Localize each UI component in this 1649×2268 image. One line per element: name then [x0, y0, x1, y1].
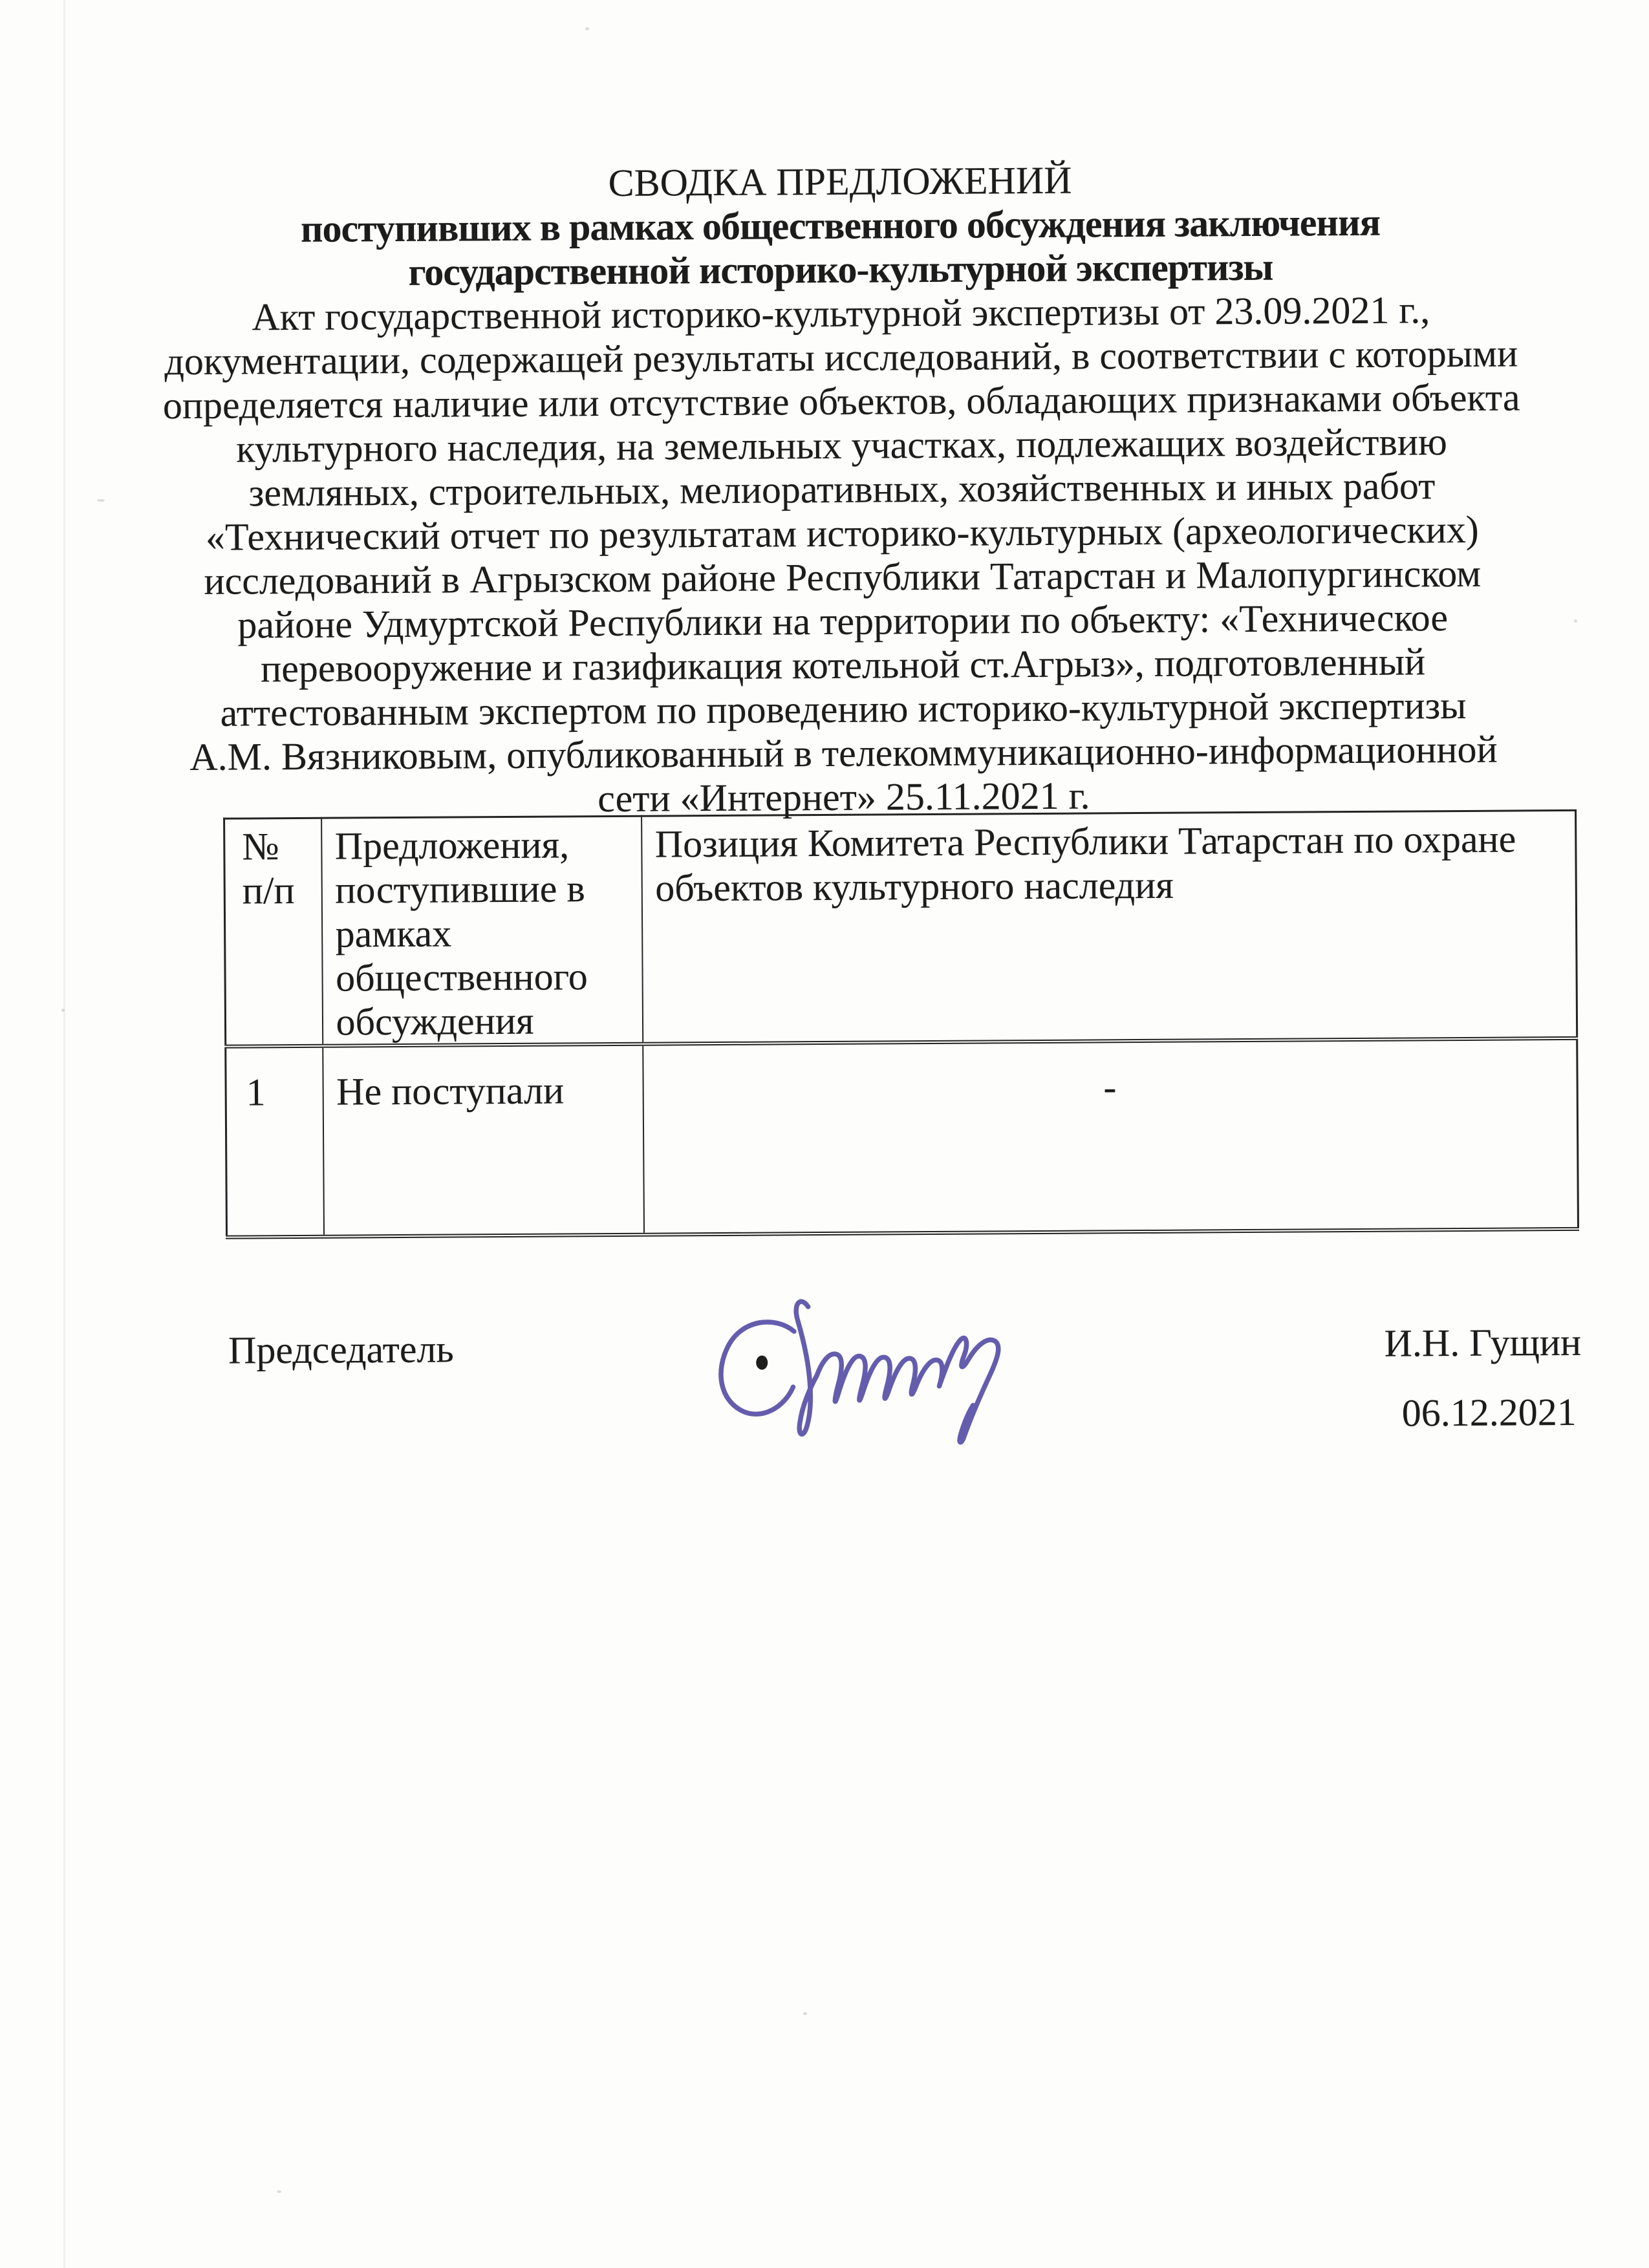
table-header-row — [224, 810, 1577, 1046]
document-body-line: сети «Интернет» 25.11.2021 г. — [598, 774, 1090, 820]
document-body-line: А.М. Вязниковым, опубликованный в телекоммуникационно-информационной — [189, 727, 1498, 778]
cell-proposals-value: Не поступали — [323, 1044, 644, 1237]
header-cell-position: Позиция Комитета Республики Татарстан по охране объектов культурного наследия — [641, 810, 1577, 1043]
document-title: СВОДКА ПРЕДЛОЖЕНИЙ — [608, 158, 1072, 205]
signature-date: 06.12.2021 — [1401, 1390, 1577, 1435]
document-body-line: культурного наследия, на земельных участках, подлежащих воздействию — [236, 420, 1447, 471]
header-cell-proposals: Предложения, поступившие в рамках общественного обсуждения — [321, 816, 643, 1046]
document-body-line: исследований в Агрызском районе Республики Татарстан и Малопургинском — [204, 551, 1482, 603]
table-row — [226, 1038, 1579, 1237]
proposals-table — [223, 809, 1579, 1239]
document-subtitle-line-1: поступивших в рамках общественного обсуждения заключения — [300, 200, 1381, 250]
document-body-line: районе Удмуртской Республики на территории по объекту: «Техническое — [237, 596, 1449, 647]
cell-position-value: - — [643, 1038, 1579, 1235]
scan-speck — [277, 2190, 281, 2193]
scan-speck — [803, 2012, 807, 2015]
document-text-block — [105, 0, 1578, 824]
ink-dot — [756, 1356, 768, 1370]
signer-name: И.Н. Гущин — [1384, 1320, 1582, 1365]
document-subtitle-line-2: государственной историко-культурной экспертизы — [408, 245, 1273, 294]
document-body-line: аттестованным экспертом по проведению историко-культурной экспертизы — [220, 683, 1467, 734]
document-body-line: Акт государственной историко-культурной экспертизы от 23.09.2021 г., — [252, 288, 1430, 339]
chairman-label: Председатель — [228, 1327, 454, 1372]
header-cell-number: № п/п — [224, 818, 323, 1046]
document-body-line: перевооружение и газификация котельной ст.Агрыз», подготовленный — [260, 640, 1426, 690]
signature-stroke — [720, 1300, 998, 1444]
document-body-line: документации, содержащей результаты исследований, в соответствии с которыми — [164, 332, 1518, 383]
document-body-line: определяется наличие или отсутствие объектов, обладающих признаками объекта — [162, 376, 1520, 427]
cell-row-number: 1 — [226, 1046, 324, 1237]
signature-ink — [711, 1289, 1023, 1462]
document-body-line: земляных, строительных, мелиоративных, хозяйственных и иных работ — [248, 464, 1436, 515]
document-body-line: «Технический отчет по результатам историко-культурных (археологических) — [205, 508, 1479, 559]
